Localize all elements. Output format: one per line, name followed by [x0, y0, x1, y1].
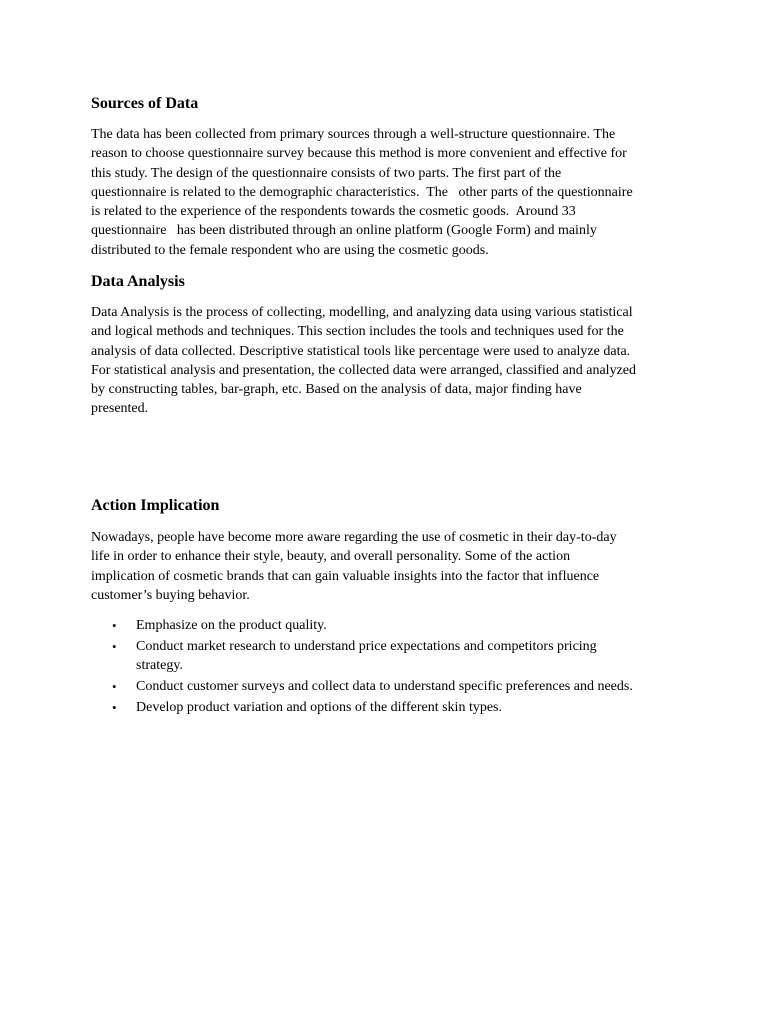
bullet-dot-icon: • [112, 638, 117, 654]
paragraph-line: Data Analysis is the process of collecting, modelling, and analyzing data using various statistical [91, 305, 633, 320]
paragraph-line: distributed to the female respondent who are using the cosmetic goods. [91, 242, 489, 258]
paragraph-line: life in order to enhance their style, beauty, and overall personality. Some of the action [91, 549, 571, 565]
action-bullet-list [91, 616, 691, 718]
heading-action-implication: Action Implication [91, 497, 220, 514]
bullet-text: Develop product variation and options of the different skin types. [136, 699, 502, 715]
paragraph-data-analysis [91, 303, 636, 419]
paragraph-line: For statistical analysis and presentation, the collected data were arranged, classified and analyzed [91, 362, 637, 378]
paragraph-line: analysis of data collected. Descriptive statistical tools like percentage were used to analyze data. [91, 343, 631, 359]
bullet-dot-icon: • [112, 678, 117, 694]
paragraph-sources-of-data [91, 125, 633, 260]
paragraph-line: is related to the experience of the respondents towards the cosmetic goods. Around 33 [91, 204, 576, 220]
bullet-dot-icon: • [112, 699, 117, 715]
paragraph-line: questionnaire is related to the demographic characteristics. The other parts of the questionnaire [91, 184, 633, 200]
bullet-text: strategy. [136, 658, 183, 674]
paragraph-line: The data has been collected from primary sources through a well-structure questionnaire. The [91, 127, 616, 142]
paragraph-line: reason to choose questionnaire survey because this method is more convenient and effective for [91, 146, 627, 162]
paragraph-line: implication of cosmetic brands that can gain valuable insights into the factor that influence [91, 568, 600, 584]
paragraph-line: and logical methods and techniques. This section includes the tools and techniques used for the [91, 324, 624, 340]
paragraph-line: by constructing tables, bar-graph, etc. Based on the analysis of data, major finding have [91, 382, 582, 398]
list-item [91, 616, 691, 635]
list-item [91, 698, 691, 717]
bullet-text: Conduct customer surveys and collect data to understand specific preferences and needs. [136, 678, 633, 694]
paragraph-line: Nowadays, people have become more aware regarding the use of cosmetic in their day-to-day [91, 530, 617, 545]
list-item [91, 677, 691, 696]
paragraph-line: questionnaire has been distributed through an online platform (Google Form) and mainly [91, 223, 597, 239]
bullet-text: Emphasize on the product quality. [136, 618, 327, 633]
bullet-text: Conduct market research to understand price expectations and competitors pricing [136, 638, 597, 654]
paragraph-action-implication [91, 528, 617, 605]
heading-data-analysis: Data Analysis [91, 273, 185, 290]
paragraph-line: customer’s buying behavior. [91, 587, 250, 603]
paragraph-line: presented. [91, 401, 149, 417]
paragraph-line: this study. The design of the questionnaire consists of two parts. The first part of the [91, 165, 562, 181]
heading-sources-of-data: Sources of Data [91, 95, 199, 112]
list-item [91, 637, 691, 676]
bullet-dot-icon: • [112, 618, 117, 633]
